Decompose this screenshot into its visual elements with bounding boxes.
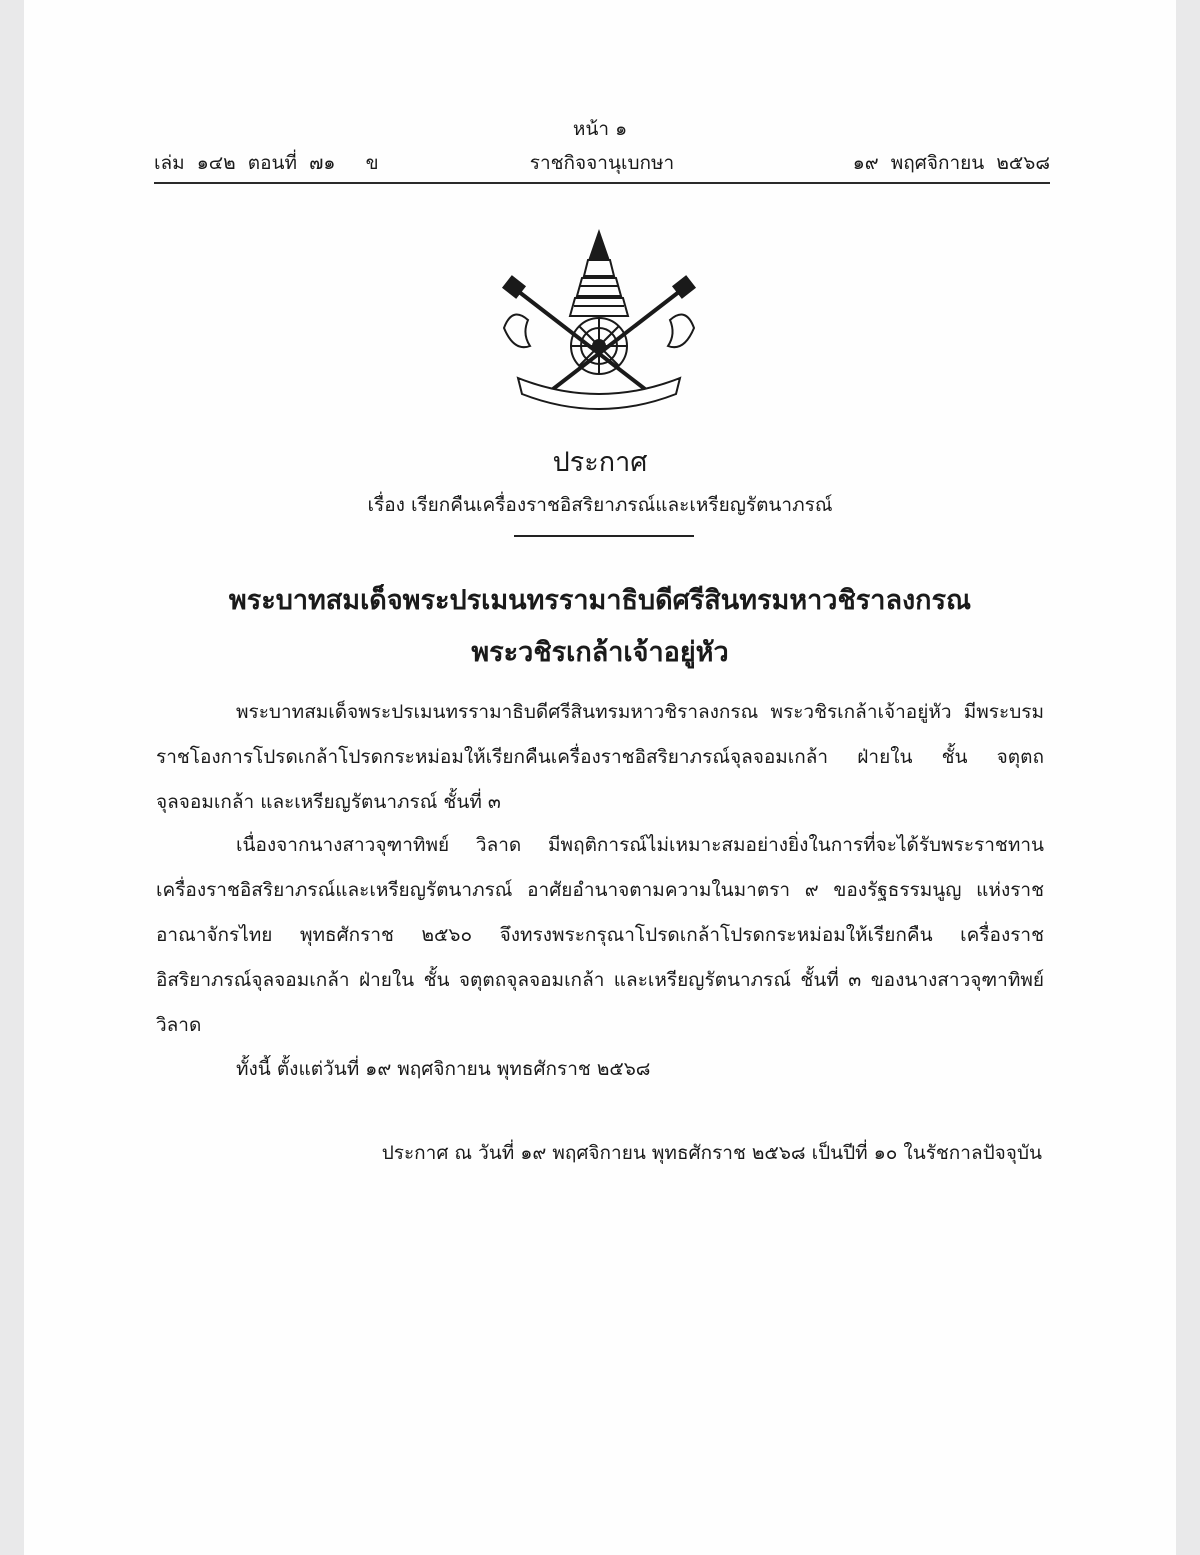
announcement-title: ประกาศ	[552, 447, 648, 478]
gazette-header	[154, 148, 1050, 184]
body-paragraph-2-text: เนื่องจากนางสาวจุฑาทิพย์ วิลาด มีพฤติการณ์ไม่เหมาะสมอย่างยิ่งในการที่จะได้รับพระราชทาน เครื่องราชอิสริยาภรณ์และเหรียญรัตนาภรณ์ อาศัยอำนาจตามความในมาตรา ๙ ของรัฐธรรมนูญ แห่งราชอาณาจักรไทย พุทธศักราช ๒๕๖๐ จึงทรงพระกรุณาโปรดเกล้าโปรดกระหม่อมให้เรียกคืน เครื่องราชอิสริยาภรณ์จุลจอมเกล้า ฝ่ายใน ชั้น จตุตถจุลจอมเกล้า และเหรียญรัตนาภรณ์ ชั้นที่ ๓ ของนางสาวจุฑาทิพย์ วิลาด	[156, 834, 1044, 1036]
announcement-subject: เรื่อง เรียกคืนเครื่องราชอิสริยาภรณ์และเหรียญรัตนาภรณ์	[367, 494, 833, 516]
body-paragraph-1-text: พระบาทสมเด็จพระปรเมนทรรามาธิบดีศรีสินทรมหาวชิราลงกรณ พระวชิรเกล้าเจ้าอยู่หัว มีพระบรมราชโองการโปรดเกล้าโปรดกระหม่อมให้เรียกคืนเครื่องราชอิสริยาภรณ์จุลจอมเกล้า ฝ่ายใน ชั้น จตุตถจุลจอมเกล้า และเหรียญรัตนาภรณ์ ชั้นที่ ๓	[156, 701, 1044, 813]
king-name-line1: พระบาทสมเด็จพระปรเมนทรรามาธิบดีศรีสินทรมหาวชิราลงกรณ	[228, 585, 972, 616]
gazette-page	[24, 0, 1176, 1555]
royal-emblem-icon	[484, 228, 714, 410]
closing-date-line: ประกาศ ณ วันที่ ๑๙ พฤศจิกายน พุทธศักราช ๒๕๖๘ เป็นปีที่ ๑๐ ในรัชกาลปัจจุบัน	[381, 1142, 1042, 1164]
king-name-line2: พระวชิรเกล้าเจ้าอยู่หัว	[471, 637, 729, 668]
page-number: หน้า ๑	[572, 118, 628, 140]
gazette-name: ราชกิจจานุเบกษา	[529, 152, 675, 174]
body-paragraph-3-text: ทั้งนี้ ตั้งแต่วันที่ ๑๙ พฤศจิกายน พุทธศักราช ๒๕๖๘	[236, 1058, 651, 1080]
issue-date: ๑๙ พฤศจิกายน ๒๕๖๘	[852, 152, 1050, 174]
body-paragraph-1	[156, 690, 1044, 825]
body-paragraph-3	[156, 1047, 1044, 1092]
volume-issue: เล่ม ๑๔๒ ตอนที่ ๗๑ ข	[154, 152, 379, 174]
body-paragraph-2	[156, 823, 1044, 1048]
title-divider	[514, 535, 694, 537]
